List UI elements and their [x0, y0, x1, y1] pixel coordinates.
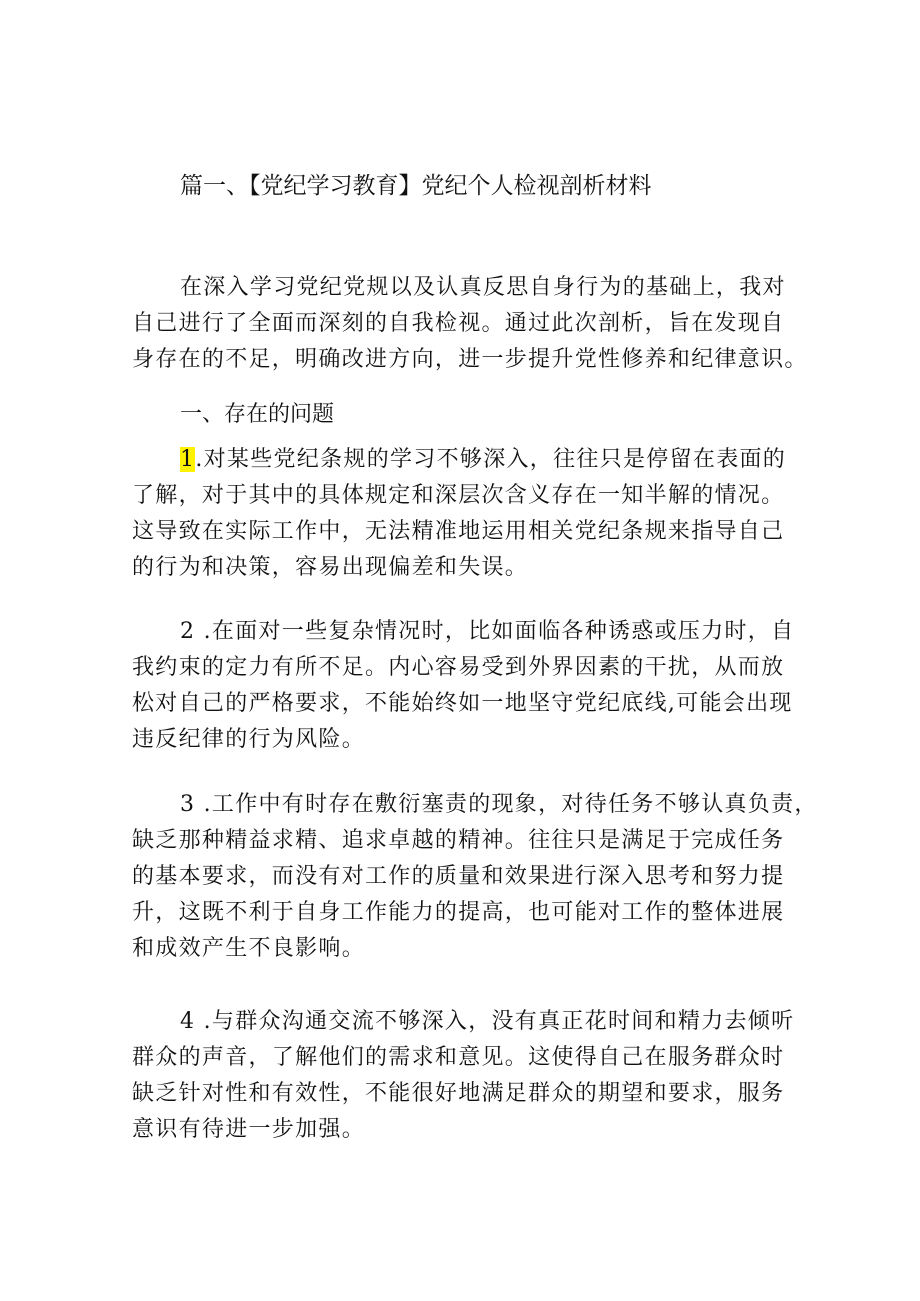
- issue-line: 的行为和决策，容易出现偏差和失误。: [132, 555, 529, 580]
- issue-line: 了解，对于其中的具体规定和深层次含义存在一知半解的情况。: [132, 483, 785, 508]
- issue-line: 松对自己的严格要求，不能始终如一地坚守党纪底线,可能会出现: [132, 691, 793, 716]
- issue-item-4: [132, 1004, 796, 1148]
- item-number: 4: [180, 1009, 196, 1034]
- issue-text: .与群众沟通交流不够深入，没有真正花时间和精力去倾听: [195, 1009, 795, 1034]
- issue-text: .在面对一些复杂情况时，比如面临各种诱惑或压力时，自: [195, 619, 795, 644]
- issue-item-3: [132, 787, 818, 967]
- highlighted-item-number: 1: [180, 447, 196, 472]
- issue-text: .对某些党纪条规的学习不够深入，往往只是停留在表面的: [195, 447, 787, 472]
- intro-line: 自己进行了全面而深刻的自我检视。通过此次剖析，旨在发现自: [132, 311, 785, 336]
- issue-line: 和成效产生不良影响。: [132, 936, 366, 961]
- issue-line: 缺乏那种精益求精、追求卓越的精神。往往只是满足于完成任务: [132, 828, 785, 853]
- intro-line: 身存在的不足，明确改进方向，进一步提升党性修养和纪律意识。: [132, 347, 808, 372]
- item-number: 2: [180, 619, 196, 644]
- section-heading: 一、存在的问题: [180, 402, 335, 427]
- issue-line: 我约束的定力有所不足。内心容易受到外界因素的干扰，从而放: [132, 655, 785, 680]
- issue-item-2: [132, 614, 796, 758]
- issue-line: [132, 442, 796, 478]
- issue-line: 这导致在实际工作中，无法精准地运用相关党纪条规来指导自己: [132, 519, 785, 544]
- issue-line: 违反纪律的行为风险。: [132, 727, 366, 752]
- issue-line: 升，这既不利于自身工作能力的提高，也可能对工作的整体进展: [132, 900, 785, 925]
- issue-line: [132, 614, 796, 650]
- intro-line: 在深入学习党纪党规以及认真反思自身行为的基础上，我对: [180, 275, 786, 300]
- issue-line: 缺乏针对性和有效性，不能很好地满足群众的期望和要求，服务: [132, 1081, 785, 1106]
- issue-text: .工作中有时存在敷衍塞责的现象，对待任务不够认真负责，: [195, 792, 818, 817]
- intro-paragraph: [132, 270, 808, 378]
- issue-line: 意识有待进一步加强。: [132, 1117, 366, 1142]
- issue-line: [132, 1004, 796, 1040]
- issue-line: [132, 787, 818, 823]
- document-title: 篇一、【党纪学习教育】党纪个人检视剖析材料: [180, 173, 652, 199]
- issue-item-1: [132, 442, 796, 586]
- issue-line: 的基本要求，而没有对工作的质量和效果进行深入思考和努力提: [132, 864, 785, 889]
- item-number: 3: [180, 792, 196, 817]
- issue-line: 群众的声音，了解他们的需求和意见。这使得自己在服务群众时: [132, 1045, 785, 1070]
